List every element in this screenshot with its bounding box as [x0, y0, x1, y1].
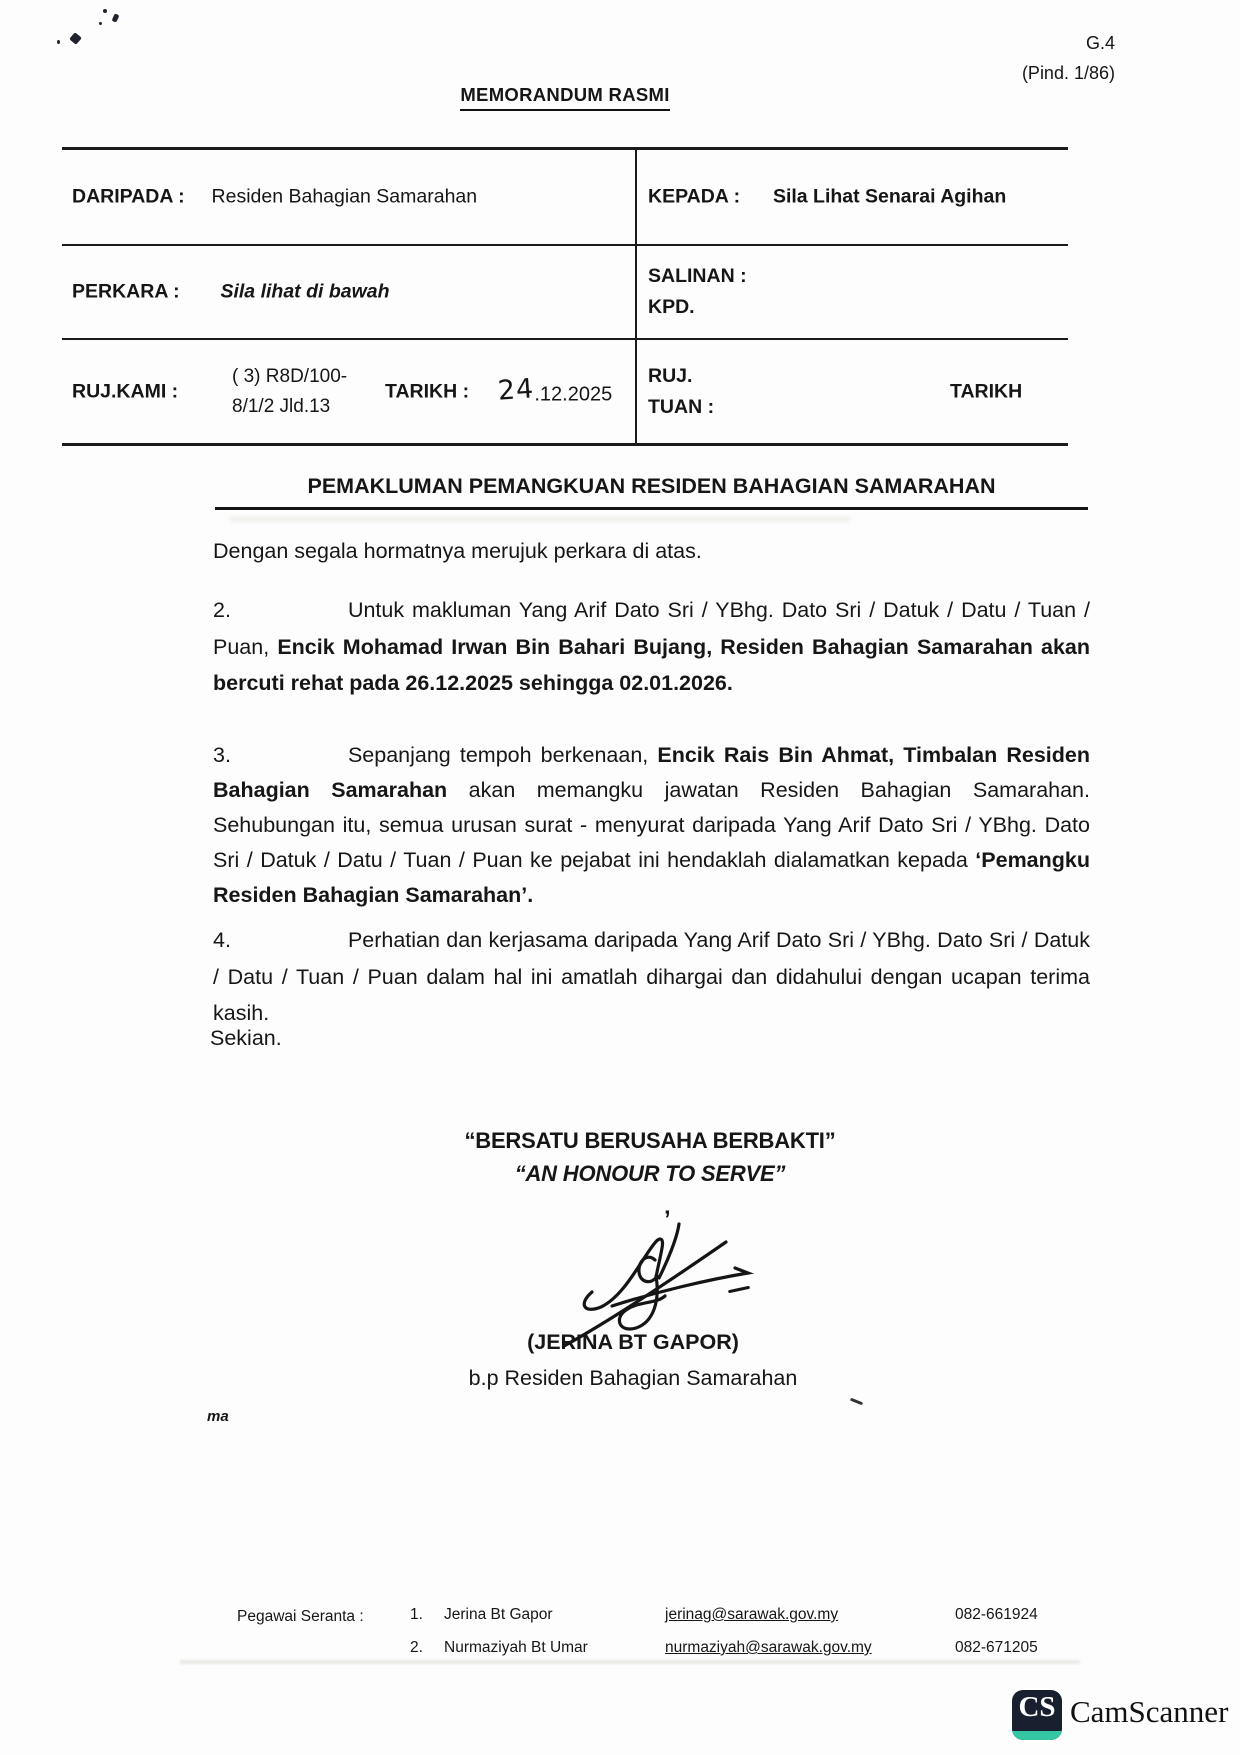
tarikh-handwritten: 24: [496, 372, 536, 407]
cell-salinan: [637, 246, 1068, 340]
cell-kepada: [637, 150, 1068, 246]
signatory-name: (JERINA BT GAPOR): [527, 1330, 739, 1354]
typist-initials: ma: [207, 1408, 229, 1425]
paragraph-1: Dengan segala hormatnya merujuk perkara di atas.: [213, 539, 702, 563]
tarikh-label: TARIKH :: [385, 380, 470, 402]
contact-email: nurmaziyah@sarawak.gov.my: [665, 1639, 872, 1656]
tarikh-printed: .12.2025: [534, 383, 613, 405]
ruj-kami-label: RUJ.KAMI :: [72, 380, 179, 402]
document-title: MEMORANDUM RASMI: [62, 84, 1068, 111]
form-code-block: [1022, 28, 1115, 88]
camscanner-icon-initials: CS: [1018, 1691, 1056, 1723]
ruj-kami-value: ( 3) R8D/100- 8/1/2 Jld.13: [232, 365, 348, 417]
ink-mark: [69, 32, 82, 45]
ink-mark: [103, 9, 107, 13]
contact-phone: 082-661924: [955, 1606, 1038, 1623]
motto-line-1: “BERSATU BERUSAHA BERBAKTI”: [464, 1128, 836, 1153]
form-revision: (Pind. 1/86): [1021, 63, 1115, 83]
paragraph-3: 3. Sepanjang tempoh berkenaan, Encik Rais Bin Ahmat, Timbalan Residen Bahagian Samarahan akan memangku jawatan Residen Bahagian Samarahan. Sehubungan itu, semua urusan surat - menyurat daripada Yang Arif Dato Sri / YBhg. Dato Sri / Datuk / Datu / Tuan / Puan ke pejabat ini hendaklah dialamatkan kepada ‘Pemangku Residen Bahagian Samarahan’.: [213, 743, 1090, 907]
kpd-label: KPD.: [648, 296, 695, 318]
kepada-value: Sila Lihat Senarai Agihan: [772, 185, 1007, 208]
perkara-label: PERKARA :: [72, 280, 180, 303]
contact-email: jerinag@sarawak.gov.my: [665, 1606, 839, 1623]
camscanner-icon-accent: [1012, 1731, 1062, 1740]
memo-header-table: [62, 147, 1068, 446]
daripada-value: Residen Bahagian Samarahan: [211, 185, 478, 208]
daripada-label: DARIPADA :: [72, 185, 185, 208]
contact-name: Nurmaziyah Bt Umar: [444, 1639, 588, 1656]
scan-bleed-artifact: [180, 1660, 1080, 1664]
closing-word: Sekian.: [210, 1026, 282, 1050]
kepada-label: KEPADA :: [648, 185, 741, 208]
camscanner-icon: [1012, 1690, 1062, 1740]
salinan-label: SALINAN :: [648, 265, 747, 287]
ink-mark: [99, 22, 102, 25]
section-heading: PEMAKLUMAN PEMANGKUAN RESIDEN BAHAGIAN SAMARAHAN: [215, 474, 1088, 510]
camscanner-wordmark: CamScanner: [1070, 1694, 1229, 1729]
ink-mark: ’: [664, 1206, 671, 1233]
paragraph-2: 2. Untuk makluman Yang Arif Dato Sri / YBhg. Dato Sri / Datuk / Datu / Tuan / Puan, Encik Mohamad Irwan Bin Bahari Bujang, Residen Bahagian Samarahan akan bercuti rehat pada 26.12.2025 sehingga 02.01.2026.: [213, 598, 1090, 695]
contact-number: 1.: [410, 1606, 423, 1623]
paragraph-4: 4. Perhatian dan kerjasama daripada Yang Arif Dato Sri / YBhg. Dato Sri / Datuk / Datu / Tuan / Puan dalam hal ini amatlah dihargai dan didahului dengan ucapan terima kasih.: [213, 928, 1090, 1025]
scan-bleed-artifact: [230, 516, 850, 522]
ink-mark: [112, 13, 120, 22]
signatory-title: b.p Residen Bahagian Samarahan: [468, 1366, 798, 1390]
tarikh-value: [496, 372, 613, 407]
contact-phone: 082-671205: [955, 1639, 1038, 1656]
cell-ruj-tuan: [637, 340, 1068, 443]
contact-name: Jerina Bt Gapor: [444, 1606, 553, 1623]
ruj-tuan-label: RUJ. TUAN :: [648, 364, 715, 418]
form-code: G.4: [1085, 33, 1115, 53]
contact-number: 2.: [410, 1639, 423, 1656]
perkara-value: Sila lihat di bawah: [220, 280, 390, 303]
cell-daripada: [62, 150, 637, 246]
ink-mark: [850, 1398, 863, 1406]
cell-ruj-kami: [62, 340, 637, 443]
cell-perkara: [62, 246, 637, 340]
ink-mark: [57, 40, 60, 44]
tarikh-right-label: TARIKH: [950, 380, 1023, 402]
footer-label: Pegawai Seranta :: [237, 1608, 364, 1625]
motto-line-2: “AN HONOUR TO SERVE”: [514, 1161, 786, 1186]
